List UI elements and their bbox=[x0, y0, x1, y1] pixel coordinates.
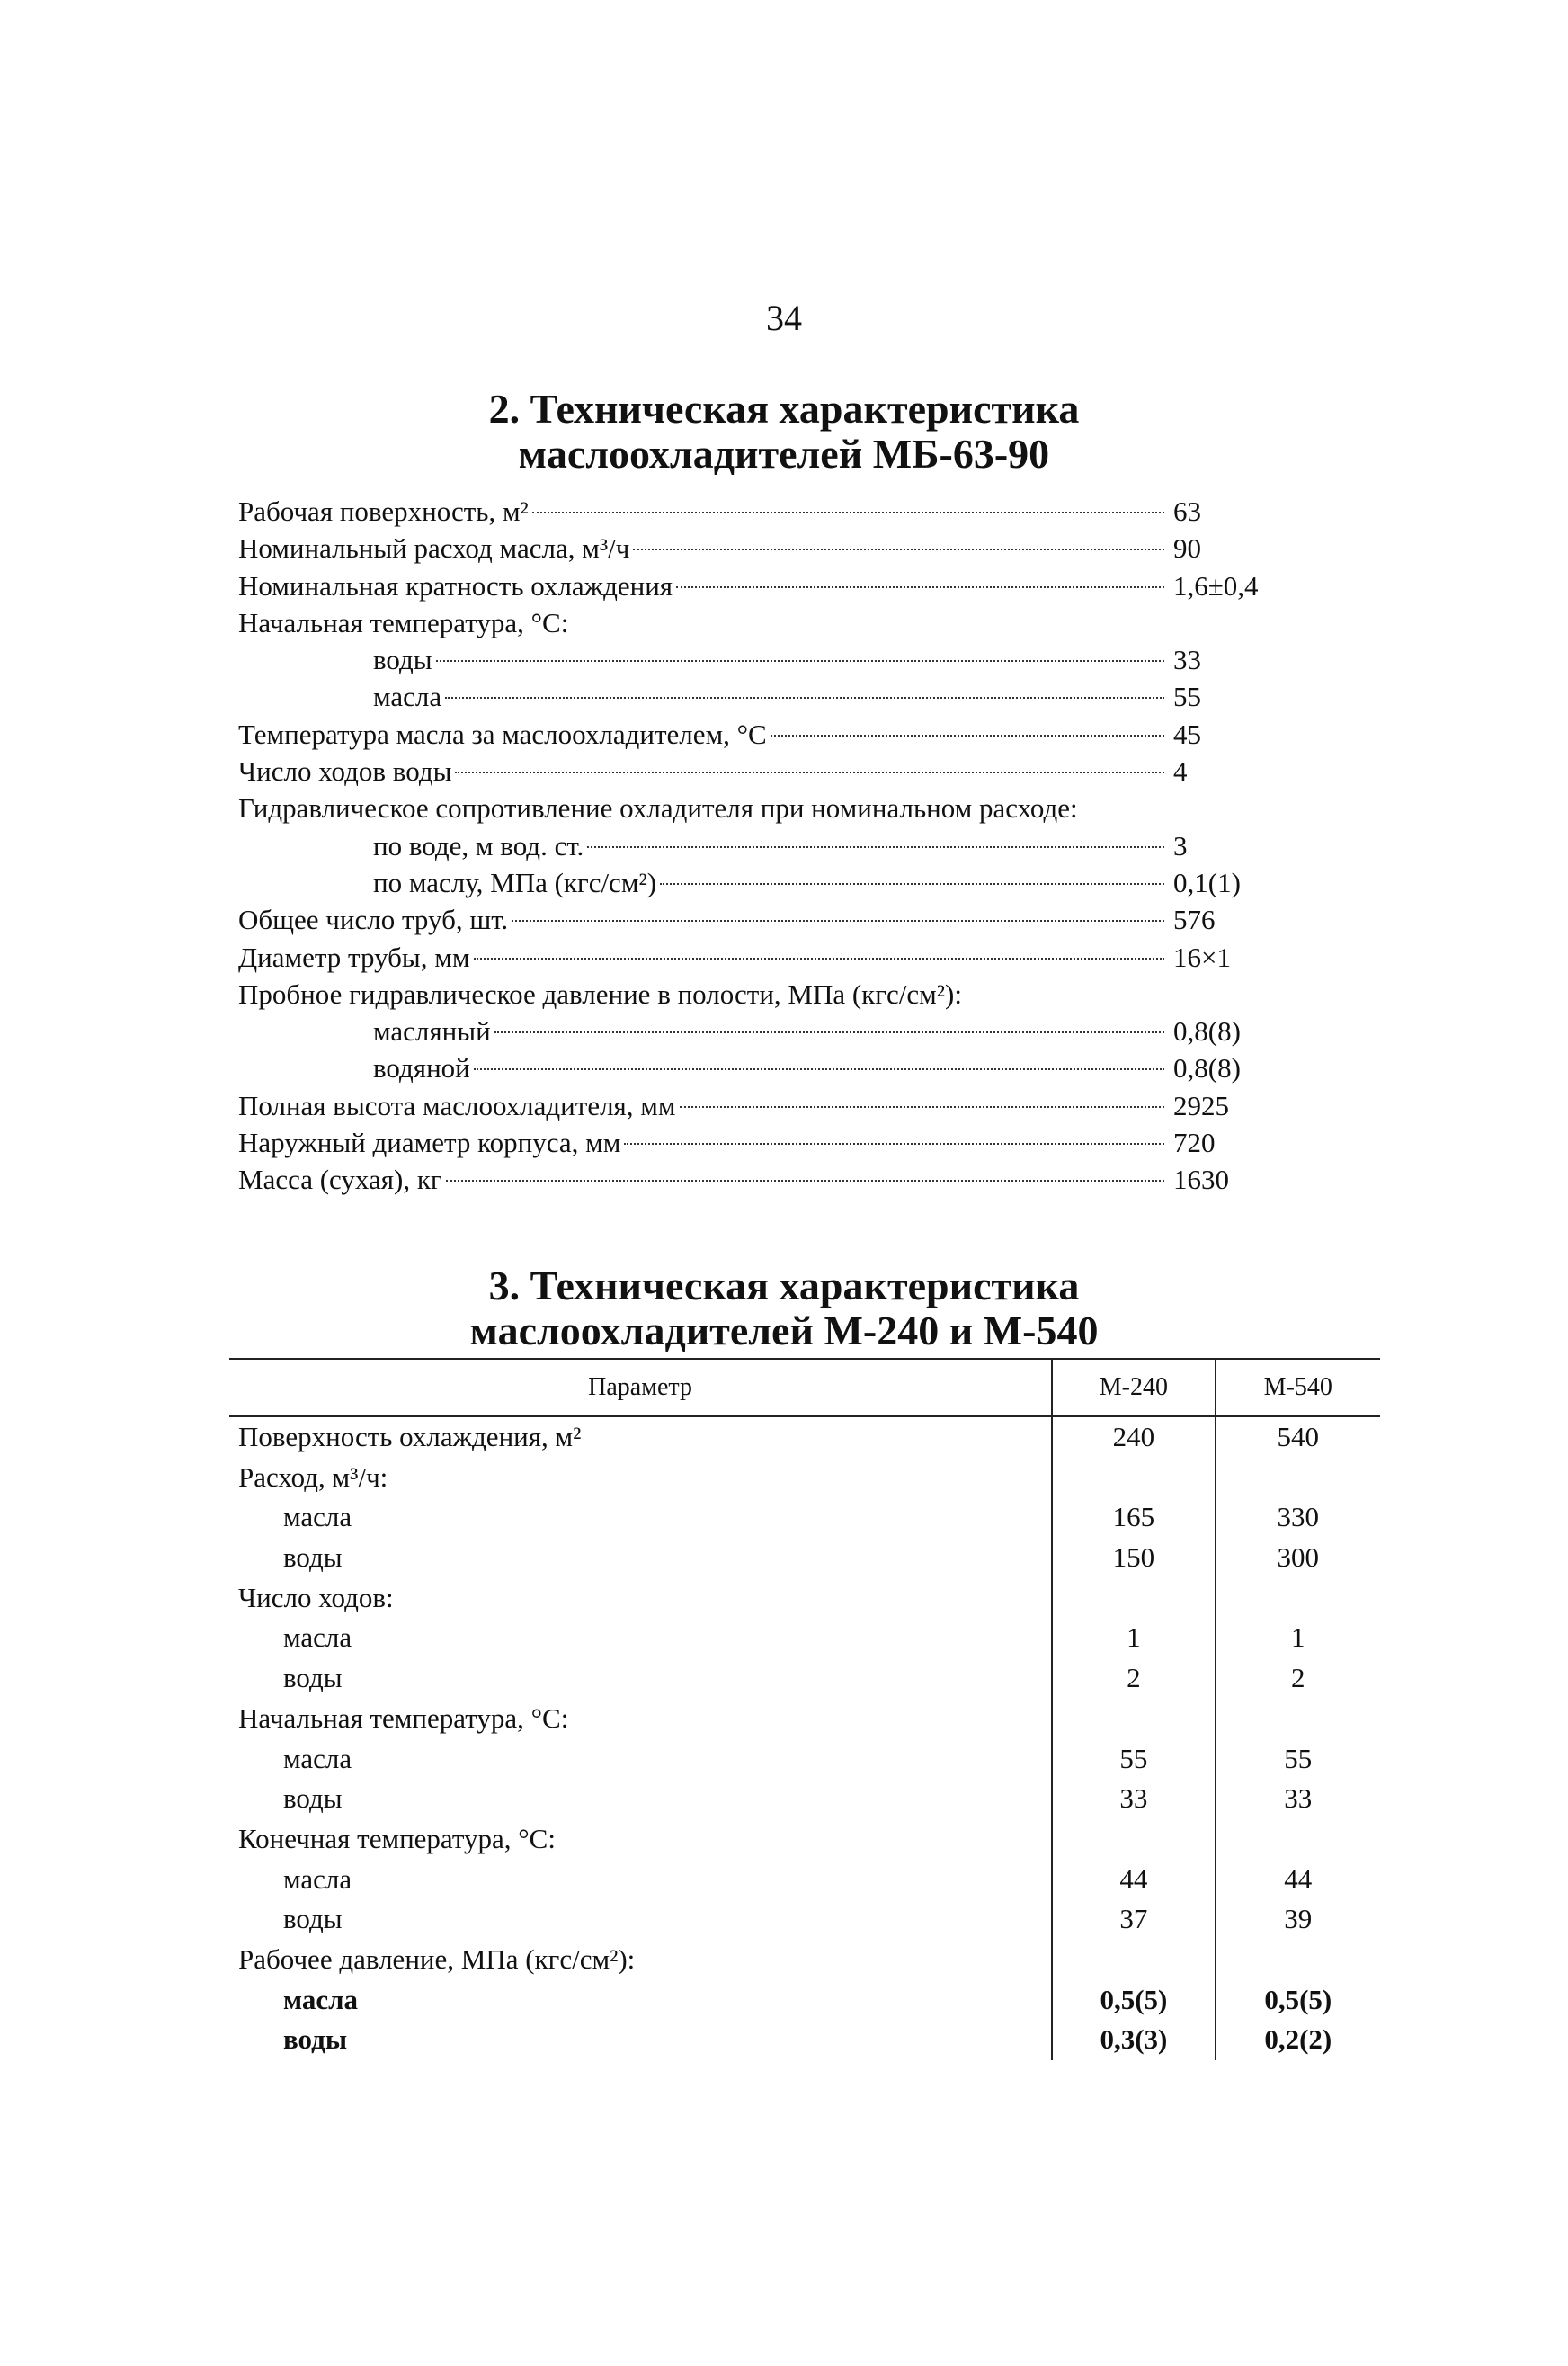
m540-cell: 44 bbox=[1215, 1860, 1380, 1900]
column-header-m540: М-540 bbox=[1215, 1360, 1380, 1415]
spec-row bbox=[238, 827, 1290, 864]
spec-label: Наружный диаметр корпуса, мм bbox=[238, 1127, 621, 1159]
section-title-m-240-m-540 bbox=[0, 1263, 1568, 1353]
table-header bbox=[229, 1358, 1380, 1417]
m540-cell bbox=[1215, 1458, 1380, 1498]
param-cell: воды bbox=[283, 1903, 343, 1935]
spec-label: Номинальный расход масла, м³/ч bbox=[238, 532, 630, 565]
table-row bbox=[229, 1458, 1380, 1498]
table-row bbox=[229, 1578, 1380, 1619]
spec-row bbox=[238, 901, 1290, 938]
dot-leader bbox=[494, 1031, 1164, 1033]
spec-row bbox=[238, 678, 1290, 715]
spec-row bbox=[238, 753, 1290, 790]
spec-row bbox=[238, 1124, 1290, 1161]
table-row bbox=[229, 1980, 1380, 2021]
m540-cell: 55 bbox=[1215, 1739, 1380, 1780]
spec-label: Полная высота маслоохладителя, мм bbox=[238, 1089, 676, 1121]
spec-row bbox=[238, 604, 1290, 641]
spec-value: 1,6±0,4 bbox=[1173, 569, 1259, 602]
m240-cell: 33 bbox=[1051, 1779, 1214, 1819]
dot-leader bbox=[474, 1068, 1164, 1070]
spec-label: Число ходов воды bbox=[238, 755, 452, 788]
m540-cell: 0,5(5) bbox=[1215, 1980, 1380, 2021]
spec-label: Температура масла за маслоохладителем, °С bbox=[238, 718, 767, 750]
table-row bbox=[229, 1538, 1380, 1578]
spec-value: 1630 bbox=[1173, 1164, 1229, 1196]
dot-leader bbox=[445, 697, 1164, 699]
dot-leader bbox=[474, 958, 1165, 960]
spec-row bbox=[238, 939, 1290, 976]
spec-table bbox=[229, 1358, 1380, 2060]
m240-cell: 0,3(3) bbox=[1051, 2020, 1214, 2060]
param-cell: Начальная температура, °С: bbox=[238, 1701, 569, 1734]
title-line-2: маслоохладителей М-240 и М-540 bbox=[469, 1308, 1099, 1353]
param-cell: масла bbox=[283, 1621, 352, 1654]
spec-value: 90 bbox=[1173, 532, 1201, 565]
m540-cell bbox=[1215, 1819, 1380, 1860]
dot-leader bbox=[455, 772, 1164, 773]
spec-value: 0,8(8) bbox=[1173, 1052, 1241, 1085]
table-row bbox=[229, 1618, 1380, 1658]
column-header-m240: М-240 bbox=[1051, 1360, 1214, 1415]
table-row bbox=[229, 1940, 1380, 1980]
table-row bbox=[229, 1739, 1380, 1780]
spec-value: 16×1 bbox=[1173, 941, 1231, 973]
dot-leader bbox=[771, 735, 1164, 737]
spec-row bbox=[238, 716, 1290, 753]
spec-label: Пробное гидравлическое давление в полости, МПа (кгс/см²): bbox=[238, 978, 962, 1010]
m240-cell: 165 bbox=[1051, 1497, 1214, 1538]
param-cell: масла bbox=[283, 1983, 359, 2015]
spec-value: 55 bbox=[1173, 681, 1201, 713]
title-line-1: 2. Техническая характеристика bbox=[488, 386, 1080, 432]
spec-value: 0,1(1) bbox=[1173, 866, 1241, 898]
param-cell: Конечная температура, °С: bbox=[238, 1822, 556, 1854]
table-row bbox=[229, 1819, 1380, 1860]
spec-row bbox=[238, 1161, 1290, 1198]
spec-label: Номинальная кратность охлаждения bbox=[238, 569, 673, 602]
param-cell: воды bbox=[283, 1782, 343, 1815]
spec-label: воды bbox=[373, 644, 432, 676]
m240-cell bbox=[1051, 1578, 1214, 1619]
section-title-mb-63-90 bbox=[0, 387, 1568, 477]
spec-row bbox=[238, 864, 1290, 901]
table-body bbox=[229, 1417, 1380, 2060]
m240-cell: 55 bbox=[1051, 1739, 1214, 1780]
m240-cell bbox=[1051, 1819, 1214, 1860]
table-row bbox=[229, 1417, 1380, 1458]
spec-row bbox=[238, 530, 1290, 567]
m240-cell: 0,5(5) bbox=[1051, 1980, 1214, 2021]
spec-label: Общее число труб, шт. bbox=[238, 904, 509, 936]
m540-cell: 300 bbox=[1215, 1538, 1380, 1578]
m540-cell: 330 bbox=[1215, 1497, 1380, 1538]
table-row bbox=[229, 1860, 1380, 1900]
spec-row bbox=[238, 1087, 1290, 1124]
dot-leader bbox=[446, 1180, 1164, 1182]
m540-cell: 0,2(2) bbox=[1215, 2020, 1380, 2060]
table-row bbox=[229, 1658, 1380, 1699]
table-row bbox=[229, 2020, 1380, 2060]
spec-value: 720 bbox=[1173, 1127, 1216, 1159]
spec-value: 2925 bbox=[1173, 1089, 1229, 1121]
dot-leader bbox=[532, 512, 1164, 513]
param-cell: воды bbox=[283, 1541, 343, 1574]
param-cell: Рабочее давление, МПа (кгс/см²): bbox=[238, 1942, 636, 1975]
spec-label: масляный bbox=[373, 1015, 491, 1048]
m240-cell: 44 bbox=[1051, 1860, 1214, 1900]
param-cell: масла bbox=[283, 1862, 352, 1895]
dot-leader bbox=[436, 660, 1164, 662]
spec-value: 576 bbox=[1173, 904, 1216, 936]
m540-cell bbox=[1215, 1940, 1380, 1980]
table-row bbox=[229, 1779, 1380, 1819]
spec-label: по воде, м вод. ст. bbox=[373, 829, 584, 862]
spec-label: масла bbox=[373, 681, 442, 713]
spec-label: Рабочая поверхность, м² bbox=[238, 496, 529, 527]
spec-value: 0,8(8) bbox=[1173, 1015, 1241, 1048]
spec-label: по маслу, МПа (кгс/см²) bbox=[373, 866, 657, 898]
m240-cell: 150 bbox=[1051, 1538, 1214, 1578]
param-cell: воды bbox=[283, 2023, 348, 2056]
dot-leader bbox=[624, 1143, 1164, 1145]
table-row bbox=[229, 1699, 1380, 1739]
m240-cell bbox=[1051, 1458, 1214, 1498]
dot-leader bbox=[633, 549, 1164, 550]
m540-cell: 540 bbox=[1215, 1417, 1380, 1458]
m540-cell: 39 bbox=[1215, 1899, 1380, 1940]
param-cell: масла bbox=[283, 1501, 352, 1533]
spec-value: 4 bbox=[1173, 755, 1188, 788]
spec-label: Масса (сухая), кг bbox=[238, 1164, 442, 1196]
m240-cell bbox=[1051, 1699, 1214, 1739]
column-header-param: Параметр bbox=[588, 1373, 692, 1401]
dot-leader bbox=[680, 1106, 1164, 1108]
spec-row bbox=[238, 1049, 1290, 1086]
m540-cell bbox=[1215, 1699, 1380, 1739]
param-cell: воды bbox=[283, 1662, 343, 1694]
title-line-1: 3. Техническая характеристика bbox=[488, 1263, 1080, 1308]
spec-value: 3 bbox=[1173, 829, 1188, 862]
m240-cell: 240 bbox=[1051, 1417, 1214, 1458]
m240-cell: 2 bbox=[1051, 1658, 1214, 1699]
spec-label: водяной bbox=[373, 1052, 470, 1085]
dot-leader bbox=[676, 586, 1164, 588]
param-cell: Число ходов: bbox=[238, 1581, 394, 1613]
dot-leader bbox=[587, 846, 1164, 848]
dot-leader bbox=[660, 883, 1164, 885]
m240-cell: 37 bbox=[1051, 1899, 1214, 1940]
spec-row bbox=[238, 976, 1290, 1013]
m240-cell bbox=[1051, 1940, 1214, 1980]
m540-cell: 33 bbox=[1215, 1779, 1380, 1819]
spec-row bbox=[238, 641, 1290, 678]
param-cell: масла bbox=[283, 1742, 352, 1774]
spec-list bbox=[238, 493, 1290, 1199]
m540-cell: 1 bbox=[1215, 1618, 1380, 1658]
spec-row bbox=[238, 567, 1290, 604]
spec-value: 33 bbox=[1173, 644, 1201, 676]
spec-label: Гидравлическое сопротивление охладителя при номинальном расходе: bbox=[238, 792, 1078, 825]
m540-cell bbox=[1215, 1578, 1380, 1619]
spec-value: 45 bbox=[1173, 718, 1201, 750]
dot-leader bbox=[512, 920, 1164, 922]
table-row bbox=[229, 1497, 1380, 1538]
spec-label: Начальная температура, °С: bbox=[238, 606, 569, 638]
spec-value: 63 bbox=[1173, 496, 1201, 527]
m240-cell: 1 bbox=[1051, 1618, 1214, 1658]
param-cell: Расход, м³/ч: bbox=[238, 1460, 388, 1493]
spec-row bbox=[238, 1013, 1290, 1049]
m540-cell: 2 bbox=[1215, 1658, 1380, 1699]
title-line-2: маслоохладителей МБ-63-90 bbox=[518, 431, 1050, 477]
param-cell: Поверхность охлаждения, м² bbox=[238, 1421, 582, 1452]
spec-label: Диаметр трубы, мм bbox=[238, 941, 470, 973]
spec-row bbox=[238, 493, 1290, 530]
spec-row bbox=[238, 790, 1290, 826]
table-row bbox=[229, 1899, 1380, 1940]
page-number: 34 bbox=[766, 298, 802, 338]
